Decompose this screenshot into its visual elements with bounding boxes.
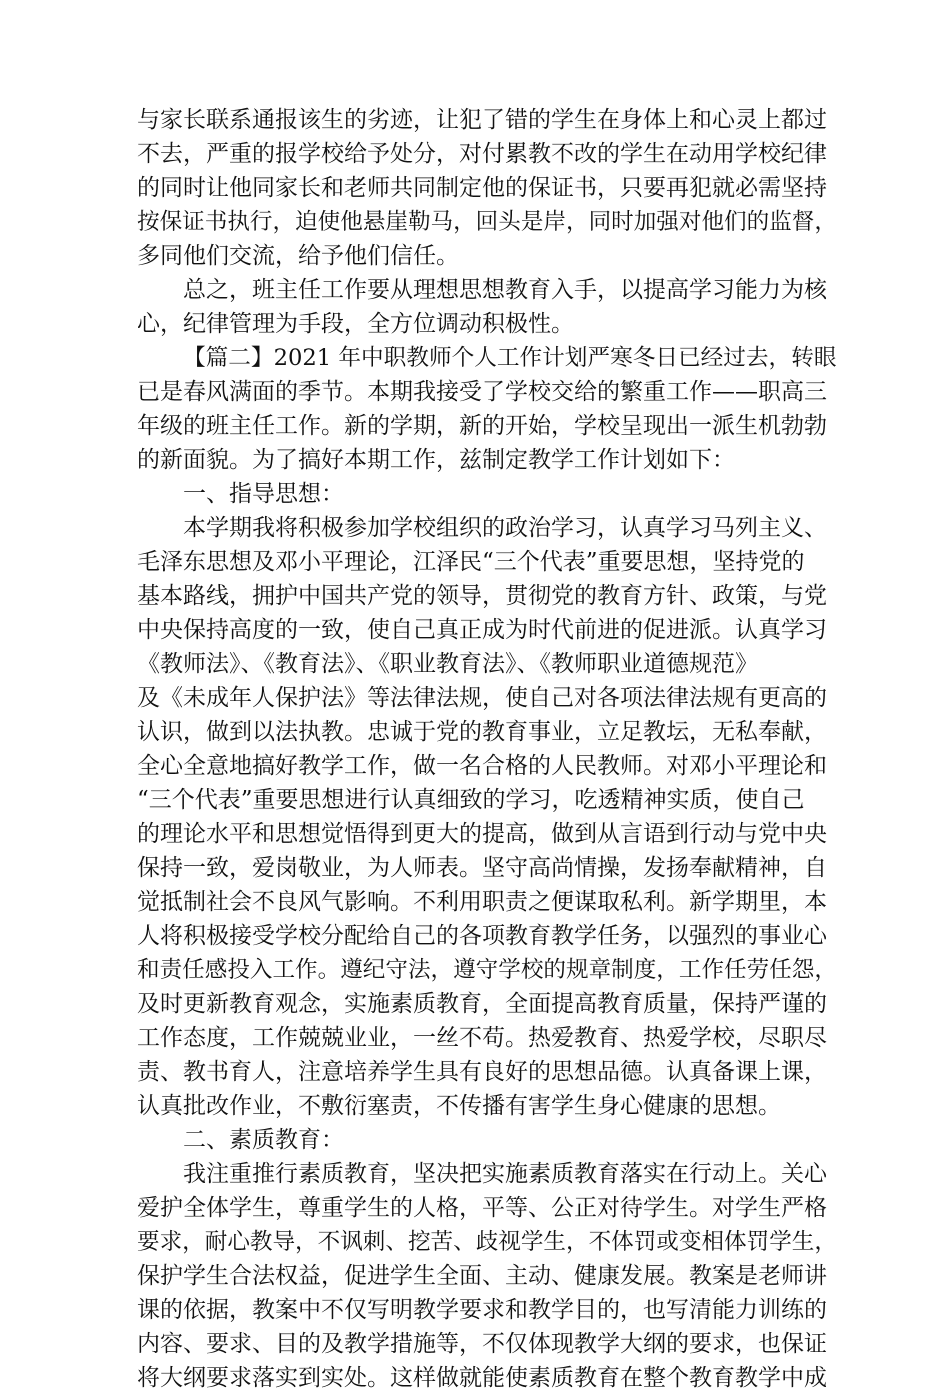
text-line: 责、教书育人，注意培养学生具有良好的思想品德。认真备课上课， <box>137 1059 827 1085</box>
paragraph-start-line: 我注重推行素质教育，坚决把实施素质教育落实在行动上。关心 <box>183 1161 827 1187</box>
text-line: 及《未成年人保护法》等法律法规，使自己对各项法律法规有更高的 <box>137 685 827 711</box>
text-line: 内容、要求、目的及教学措施等，不仅体现教学大纲的要求，也保证 <box>137 1331 827 1357</box>
text-line: 保护学生合法权益，促进学生全面、主动、健康发展。教案是老师讲 <box>137 1263 827 1289</box>
text-line: 基本路线，拥护中国共产党的领导，贯彻党的教育方针、政策，与党 <box>137 583 827 609</box>
text-line: 认识，做到以法执教。忠诚于党的教育事业，立足教坛，无私奉献， <box>137 719 827 745</box>
text-line: 心，纪律管理为手段，全方位调动积极性。 <box>137 311 574 337</box>
text-line: “三个代表”重要思想进行认真细致的学习，吃透精神实质，使自己 <box>137 787 805 813</box>
section-heading: 一、指导思想： <box>183 481 344 507</box>
document-body <box>137 103 837 1395</box>
section-heading: 二、素质教育： <box>183 1127 344 1153</box>
text-line: 工作态度，工作兢兢业业，一丝不苟。热爱教育、热爱学校，尽职尽 <box>137 1025 827 1051</box>
text-line: 《教师法》、《教育法》、《职业教育法》、《教师职业道德规范》 <box>137 651 758 677</box>
text-line: 保持一致，爱岗敬业，为人师表。坚守高尚情操，发扬奉献精神，自 <box>137 855 827 881</box>
text-line: 毛泽东思想及邓小平理论，江泽民“三个代表”重要思想，坚持党的 <box>137 549 805 575</box>
text-line: 的新面貌。为了搞好本期工作，兹制定教学工作计划如下： <box>137 447 735 473</box>
text-line: 全心全意地搞好教学工作，做一名合格的人民教师。对邓小平理论和 <box>137 753 827 779</box>
text-line: 爱护全体学生，尊重学生的人格，平等、公正对待学生。对学生严格 <box>137 1195 827 1221</box>
paragraph-start-line: 【篇二】2021 年中职教师个人工作计划严寒冬日已经过去，转眼 <box>183 345 837 371</box>
text-line: 不去，严重的报学校给予处分，对付累教不改的学生在动用学校纪律 <box>137 141 827 167</box>
text-line: 觉抵制社会不良风气影响。不利用职责之便谋取私利。新学期里，本 <box>137 889 827 915</box>
text-line: 按保证书执行，迫使他悬崖勒马，回头是岸，同时加强对他们的监督， <box>137 209 837 235</box>
text-line: 的同时让他同家长和老师共同制定他的保证书，只要再犯就必需坚持 <box>137 175 827 201</box>
text-line: 将大纲要求落实到实处。这样做就能使素质教育在整个教育教学中成 <box>137 1365 827 1391</box>
text-line: 人将积极接受学校分配给自己的各项教育教学任务，以强烈的事业心 <box>137 923 827 949</box>
text-line: 和责任感投入工作。遵纪守法，遵守学校的规章制度，工作任劳任怨， <box>137 957 837 983</box>
text-line: 要求，耐心教导，不讽刺、挖苦、歧视学生，不体罚或变相体罚学生， <box>137 1229 837 1255</box>
text-line: 年级的班主任工作。新的学期，新的开始，学校呈现出一派生机勃勃 <box>137 413 827 439</box>
paragraph-start-line: 本学期我将积极参加学校组织的政治学习，认真学习马列主义、 <box>183 515 827 541</box>
paragraph-start-line: 总之，班主任工作要从理想思想教育入手，以提高学习能力为核 <box>183 277 827 303</box>
text-line: 多同他们交流，给予他们信任。 <box>137 243 459 269</box>
text-line: 认真批改作业，不敷衍塞责，不传播有害学生身心健康的思想。 <box>137 1093 781 1119</box>
text-line: 中央保持高度的一致，使自己真正成为时代前进的促进派。认真学习 <box>137 617 827 643</box>
text-line: 的理论水平和思想觉悟得到更大的提高，做到从言语到行动与党中央 <box>137 821 827 847</box>
text-line: 课的依据，教案中不仅写明教学要求和教学目的，也写清能力训练的 <box>137 1297 827 1323</box>
text-line: 已是春风满面的季节。本期我接受了学校交给的繁重工作——职高三 <box>137 379 827 405</box>
text-line: 与家长联系通报该生的劣迹，让犯了错的学生在身体上和心灵上都过 <box>137 107 827 133</box>
text-line: 及时更新教育观念，实施素质教育，全面提高教育质量，保持严谨的 <box>137 991 827 1017</box>
